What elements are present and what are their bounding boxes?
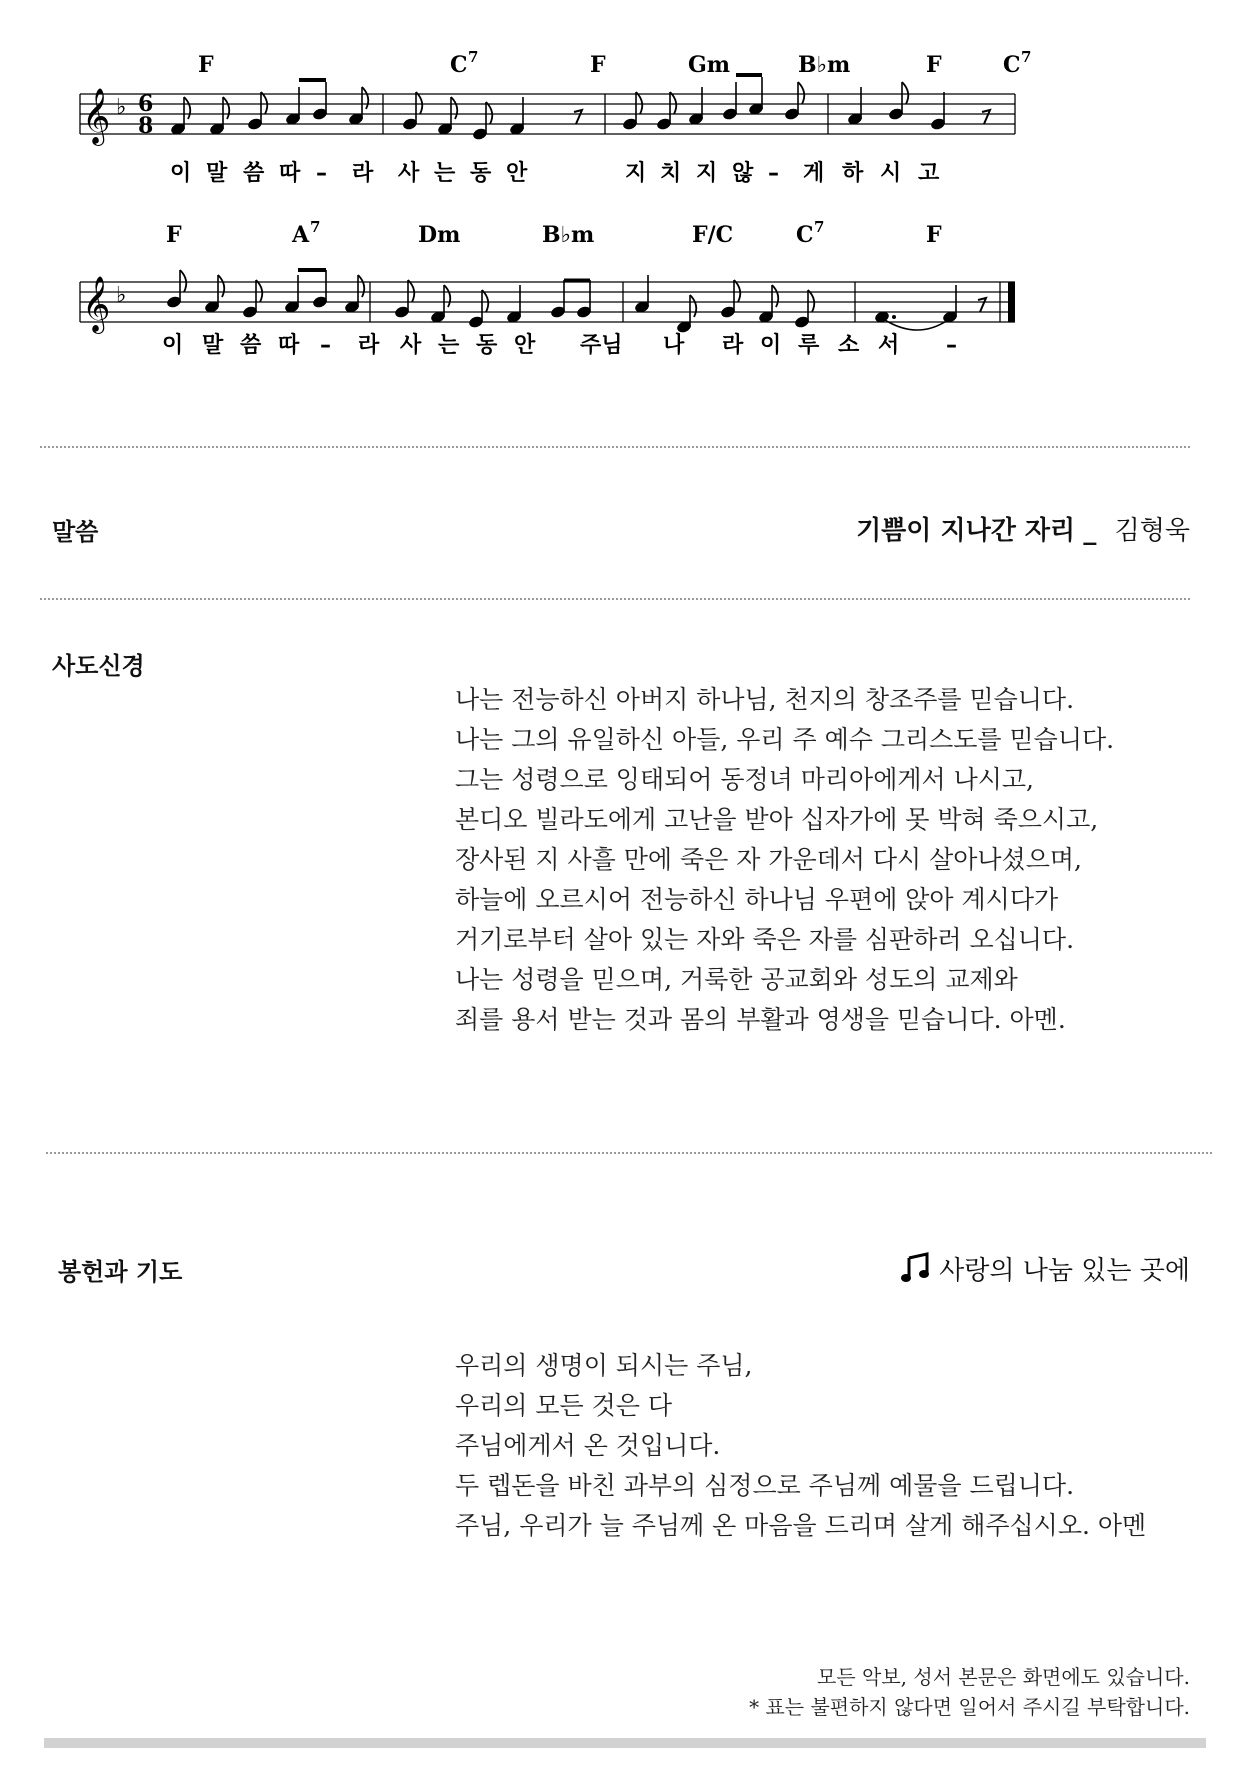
time-sig-bottom: 8 <box>138 113 154 139</box>
offering-song <box>901 1250 1190 1291</box>
lyric-syllable: 라 <box>358 333 380 358</box>
lyric-syllable: 이 <box>760 333 782 358</box>
chord-symbol: F/C <box>692 222 734 248</box>
treble-clef-icon: 𝄞 <box>82 88 111 144</box>
lyric-syllable: 소 <box>838 333 860 358</box>
lyric-syllable: 고 <box>918 161 940 186</box>
lyric-syllable: 씀 <box>240 333 262 358</box>
creed-line: 나는 그의 유일하신 아들, 우리 주 예수 그리스도를 믿습니다. <box>455 725 1115 754</box>
divider <box>46 1152 1212 1154</box>
lyric-syllable: 치 <box>660 161 682 186</box>
lyric-syllable: 안 <box>506 161 528 186</box>
lyric-syllable: 따 <box>279 161 301 186</box>
creed-line: 하늘에 오르시어 전능하신 하나님 우편에 앉아 계시다가 <box>455 885 1059 914</box>
lyric-syllable: 안 <box>514 333 536 358</box>
flat-key-signature-icon: ♭ <box>116 95 127 120</box>
music-note-icon <box>901 1252 931 1291</box>
note-flag <box>482 290 488 312</box>
score-line-2 <box>80 218 1180 410</box>
note-flag <box>223 97 229 119</box>
chord-symbol: C <box>796 222 814 248</box>
lyric-syllable: 하 <box>842 161 864 186</box>
prayer-line: 우리의 생명이 되시는 주님, <box>455 1351 753 1380</box>
lyric-syllable: 라 <box>352 161 374 186</box>
note-flag <box>362 87 368 109</box>
lyric-syllable: 이 <box>162 333 184 358</box>
note-flag <box>486 102 492 124</box>
creed-line: 그는 성령으로 잉태되어 동정녀 마리아에게서 나시고, <box>455 765 1034 794</box>
note-flag <box>408 280 414 302</box>
lyric-syllable: 라 <box>722 333 744 358</box>
chord-symbol: F <box>590 52 606 78</box>
note-flag <box>218 275 224 297</box>
prayer-line: 주님, 우리가 늘 주님께 온 마음을 드리며 살게 해주십시오. 아멘 <box>455 1511 1147 1540</box>
note-flag <box>690 295 696 317</box>
note-flag <box>256 280 262 302</box>
lyric-syllable: 서 <box>878 333 900 358</box>
lyric-syllable: 지 <box>696 161 718 186</box>
chord-superscript: 7 <box>1021 48 1032 66</box>
creed-line: 나는 전능하신 아버지 하나님, 천지의 창조주를 믿습니다. <box>455 685 1075 714</box>
offering-prayer <box>455 1346 1146 1546</box>
lyric-syllable: 않 <box>732 161 754 186</box>
offering-label: 봉헌과 기도 <box>58 1258 183 1286</box>
sermon-speaker: 김형욱 <box>1114 516 1190 546</box>
note-flag <box>261 92 267 114</box>
lyric-syllable: 사 <box>400 333 422 358</box>
footer-note <box>749 1662 1190 1722</box>
creed-line: 거기로부터 살아 있는 자와 죽은 자를 심판하러 오십니다. <box>455 925 1075 954</box>
sermon-title: 기쁨이 지나간 자리 <box>856 516 1076 546</box>
offering-song-title: 사랑의 나눔 있는 곳에 <box>939 1256 1190 1286</box>
lyric-syllable: 나 <box>663 333 685 358</box>
lyric-syllable: 동 <box>476 333 498 358</box>
note-flag <box>184 97 190 119</box>
chord-superscript: 7 <box>310 218 321 236</box>
lyric-syllable: 시 <box>880 161 902 186</box>
creed-line: 나는 성령을 믿으며, 거룩한 공교회와 성도의 교제와 <box>455 965 1018 994</box>
note-flag <box>358 275 364 297</box>
prayer-line: 두 렙돈을 바친 과부의 심정으로 주님께 예물을 드립니다. <box>455 1471 1075 1500</box>
sermon-separator: _ <box>1083 516 1097 546</box>
sermon-label: 말씀 <box>52 518 99 546</box>
prayer-line: 주님에게서 온 것입니다. <box>455 1431 721 1460</box>
staff-1 <box>80 40 1180 210</box>
chord-symbol: C <box>1003 52 1021 78</box>
lyric-syllable: 동 <box>470 161 492 186</box>
lyric-syllable: 따 <box>278 333 300 358</box>
chord-symbol: F <box>926 222 942 248</box>
chord-symbol: F <box>926 52 942 78</box>
lyric-syllable: 는 <box>434 161 456 186</box>
lyric-syllable: – <box>316 161 327 186</box>
note-dot <box>892 315 896 319</box>
chord-superscript: 7 <box>468 48 479 66</box>
lyric-syllable: – <box>768 161 779 186</box>
creed-text <box>455 680 1114 1040</box>
creed-label: 사도신경 <box>52 652 145 680</box>
note-flag <box>798 82 804 104</box>
lyric-syllable: 이 <box>170 161 192 186</box>
chord-symbol: F <box>166 222 182 248</box>
staff-2 <box>80 218 1180 410</box>
note-flag <box>444 285 450 307</box>
creed-line: 장사된 지 사흘 만에 죽은 자 가운데서 다시 살아나셨으며, <box>455 845 1082 874</box>
note-flag <box>180 270 186 292</box>
chord-symbol: F <box>198 52 214 78</box>
creed-line: 죄를 용서 받는 것과 몸의 부활과 영생을 믿습니다. 아멘. <box>455 1005 1066 1034</box>
lyric-syllable: 말 <box>202 333 224 358</box>
lyric-syllable: – <box>946 333 957 358</box>
chord-symbol: B♭m <box>798 52 851 78</box>
eighth-rest <box>978 298 986 312</box>
prayer-line: 우리의 모든 것은 다 <box>455 1391 673 1420</box>
sermon-header <box>856 510 1190 547</box>
note-flag <box>734 280 740 302</box>
lyric-syllable: 말 <box>206 161 228 186</box>
lyric-syllable: 는 <box>438 333 460 358</box>
note-flag <box>772 285 778 307</box>
creed-line: 본디오 빌라도에게 고난을 받아 십자가에 못 박혀 죽으시고, <box>455 805 1099 834</box>
chord-symbol: B♭m <box>542 222 595 248</box>
note-flag <box>416 92 422 114</box>
lyric-syllable: 사 <box>398 161 420 186</box>
lyric-syllable: 주님 <box>580 333 623 358</box>
note-flag <box>902 82 908 104</box>
note-flag <box>808 290 814 312</box>
lyric-syllable: – <box>320 333 331 358</box>
divider <box>40 598 1190 600</box>
bottom-bar <box>44 1738 1206 1748</box>
lyric-syllable: 지 <box>625 161 647 186</box>
chord-symbol: Dm <box>418 222 461 248</box>
eighth-rest <box>982 110 990 124</box>
footer-line-2: * 표는 불편하지 않다면 일어서 주시길 부탁합니다. <box>749 1695 1190 1719</box>
lyric-syllable: 루 <box>798 333 820 358</box>
time-sig-top: 6 <box>138 91 154 117</box>
note-flag <box>451 97 457 119</box>
chord-superscript: 7 <box>814 218 825 236</box>
divider <box>40 446 1190 448</box>
eighth-rest <box>574 110 582 124</box>
score-line-1 <box>80 40 1180 210</box>
chord-symbol: A <box>292 222 310 248</box>
footer-line-1: 모든 악보, 성서 본문은 화면에도 있습니다. <box>817 1665 1190 1689</box>
note-flag <box>636 92 642 114</box>
lyric-syllable: 씀 <box>243 161 265 186</box>
note-flag <box>670 92 676 114</box>
lyric-syllable: 게 <box>803 161 825 186</box>
treble-clef-icon: 𝄞 <box>82 276 111 332</box>
chord-symbol: Gm <box>688 52 731 78</box>
flat-key-signature-icon: ♭ <box>116 283 127 308</box>
chord-symbol: C <box>450 52 468 78</box>
